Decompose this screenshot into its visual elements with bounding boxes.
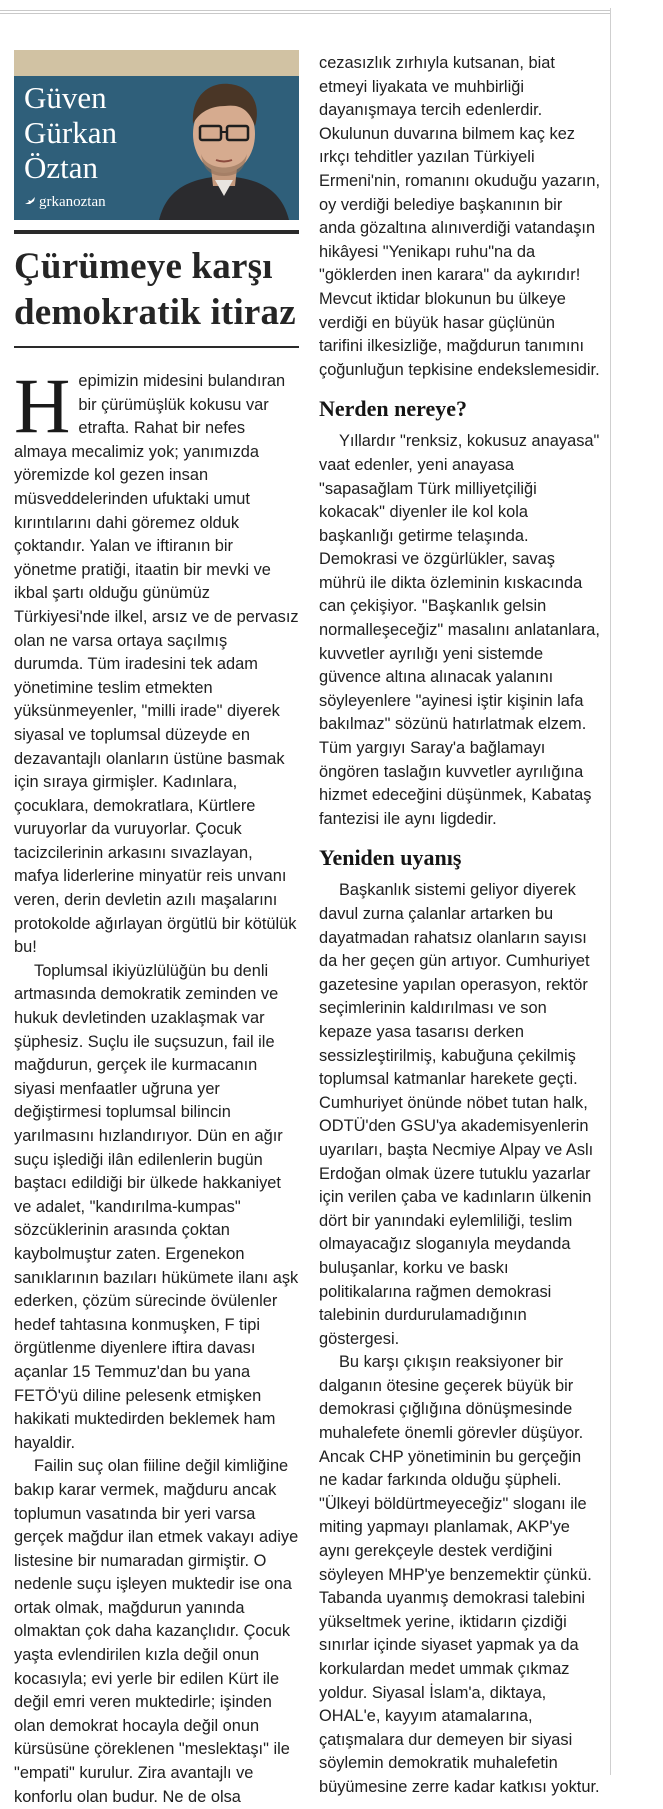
section-heading: Yeniden uyanış: [319, 845, 462, 871]
article-paragraph: Failin suç olan fiiline değil kimliğine bakıp karar vermek, mağduru ancak toplumun vasatında bir yeri varsa gerçek mağdur ilan etmek vakayı adiye listesine bir numaradan girmiştir. O nedenle suçu işleyen muktedir ise ona ortak olmak, mağdurun yanında olmaktan çok daha kazançlıdır. Çocuk yaşta evlendirilen kızla değil onun kocasıyla; evi yerle bir edilen Kürt ile değil emri veren muktedirle; işinden olan demokrat hocayla değil onun kürsüsüne çöreklenen "meslektaşı" ile "empati" kurulur. Zira avantajlı ve konforlu olan budur. Ne de olsa: [14, 1457, 299, 1806]
article-paragraph: Yıllardır "renksiz, kokusuz anayasa" vaat edenler, yeni anayasa "sapasağlam Türk milliyetçiliği kokacak" diyenler ile kol kola başkanlığı getirme telaşında. Demokrasi ve özgürlükler, savaş mührü ile dikta özleminin kıskacında can çekişiyor. "Başkanlık gelsin normalleşeceğiz" masalını anlatanlara, kuvvetler ayrılığı yeni sistemde güvence altına alınacak yalanını söyleyenlere "ayinesi iştir kişinin lafa bakılmaz" sözünü hatırlatmak elzem. Tüm yargıyı Saray'a bağlamayı öngören taslağın kuvvetler ayrılığına hizmet edeceğini düşünmek, Kabataş fantezisi ile aynı ligdedir.: [319, 432, 600, 828]
drop-cap: H: [14, 362, 71, 449]
article-paragraph: cezasızlık zırhıyla kutsanan, biat etmeyi liyakata ve muhbirliği dayanışmaya tercih edenlerdir. Okulunun duvarına bilmem kaç kez ırkçı tehditler yazılan Türkiyeli Ermeni'nin, romanını okuduğu yazarın, oy verdiği belediye başkanının bir anda gözaltına alınıverdiği vatandaşın hikâyesi "Yenikapı ruhu"na da "göklerden inen karara" da aykırıdır! Mevcut iktidar blokunun bu ülkeye verdiği en büyük hasar güçlünün tarifini ilkesizliğe, mağdurun tanımını çoğunluğun tepkisine endekslemesidir.: [319, 54, 601, 379]
top-decorative-rule: [0, 8, 610, 14]
bird-icon: [24, 194, 36, 211]
headline-line: demokratik itiraz: [14, 292, 296, 333]
article-paragraph: [14, 362, 299, 960]
author-divider: [14, 230, 299, 234]
author-box: [14, 76, 299, 220]
author-twitter-handle[interactable]: [24, 194, 106, 211]
right-column: [319, 52, 602, 1800]
article-paragraph: Bu karşı çıkışın reaksiyoner bir dalganın ötesine geçerek büyük bir demokrasi çığlığına dönüşmesinde muhalefete önemli görevler düşüyor. Ancak CHP yönetiminin bu gerçeğin ne kadar farkında olduğu şüpheli. "Ülkeyi böldürtmeyeceğiz" sloganı ile miting yapmayı planlamak, AKP'ye aynı gerekçeyle destek verdiğini söyleyen MHP'ye benzemektir çünkü. Tabanda uyanmış demokrasi talebini yükseltmek yerine, iktidarın çizdiği sınırlar içinde siyaset yapmak ya da korkulardan medet ummak çıkmaz yoldur. Siyasal İslam'a, diktaya, OHAL'e, kayyım atamalarına, çatışmalara dur demeyen bir siyasi söylemin demokratik muhalefetin büyümesine zerre kadar katkısı yoktur.: [319, 1353, 600, 1796]
paragraph-text: epimizin midesini bulandıran bir çürümüşlük kokusu var etrafta. Rahat bir nefes almaya mecalimiz yok; yanımızda yöremizde kol gezen insan müsveddelerinden ufuktaki umut kırıntılarını dahi göremez olduk çoktandır. Yalan ve iftiranın bir yönetme pratiği, itaatin bir mevki ve ikbal şartı olduğu günümüz Türkiyesi'nde ilkel, arsız ve de pervasız olan ne varsa ortaya saçılmış durumda. Tüm iradesini tek adam yönetimine teslim etmekten yüksünmeyenler, "milli irade" diyerek siyasal ve toplumsal düzeyde en dezavantajlı olanların üstüne basmak için sıraya girmişler. Kadınlara, çocuklara, demokratlara, Kürtlere vuruyorlar da vuruyorlar. Çocuk tacizcilerinin arkasını sıvazlayan, mafya liderlerine minyatür reis unvanı veren, derin devletin azılı maşalarını protokolde ağırlayan örgütlü bir kötülük bu!: [14, 372, 299, 957]
author-name: [24, 80, 117, 185]
headline-divider: [14, 346, 299, 348]
article-body-left: [14, 362, 299, 1809]
author-name-line: Güven: [24, 80, 107, 115]
section-heading: Nerden nereye?: [319, 396, 468, 422]
page-edge-rule: [610, 8, 611, 1775]
author-header-strip: [14, 50, 299, 76]
article-paragraph: Başkanlık sistemi geliyor diyerek davul zurna çalanlar artarken bu dayatmadan rahatsız olanların sayısı da her geçen gün artıyor. Cumhuriyet gazetesine yapılan operasyon, rektör seçimlerinin kaldırılması ve son kepaze yasa tasarısı derken sessizleştirilmiş, kabuğuna çekilmiş toplumsal katmanlar harekete geçti. Cumhuriyet önünde nöbet tutan halk, ODTÜ'den GSU'ya akademisyenlerin uyarıları, başta Necmiye Alpay ve Aslı Erdoğan olmak üzere tutuklu yazarlar için verilen çaba ve kadınların ülkenin dört bir yanındaki eylemliliği, teslim olmayacağız sloganıyla meydanda buluşanlar, korku ve baskı politikalarına rağmen demokrasi talebinin durdurulamadığının göstergesi.: [319, 881, 594, 1348]
author-handle-text: grkanoztan: [39, 194, 106, 210]
article-paragraph: Toplumsal ikiyüzlülüğün bu denli artmasında demokratik zeminden ve hukuk devletinden uzaklaşmak var şüphesiz. Suçlu ile suçsuzun, fail ile mağdurun, gerçek ile kurmacanın siyasi menfaatler uğruna yer değiştirmesi toplumsal bilincin yarılmasını hızlandırıyor. Dün en ağır suçu işlediği ilân edilenlerin bugün baştacı edildiği bir ülkede hakkaniyet ve adalet, "kandırılma-kumpas" sözcüklerinin arasında çoktan kaybolmuştur zaten. Ergenekon sanıklarının bazıları hükümete ilanı aşk ederken, çözüm sürecinde övülenler hedef tahtasına konmuşken, F tipi örgütlenme diyenlere iftira davası açanlar 15 Temmuz'dan bu yana FETÖ'yü diline pelesenk etmişken hakikati muktedirden beklemek ham hayaldir.: [14, 961, 299, 1452]
article-headline: [14, 244, 299, 336]
author-portrait: [149, 76, 299, 220]
author-name-line: Öztan: [24, 150, 99, 185]
author-name-line: Gürkan: [24, 115, 117, 150]
left-column: [14, 50, 299, 1809]
headline-line: Çürümeye karşı: [14, 246, 273, 287]
